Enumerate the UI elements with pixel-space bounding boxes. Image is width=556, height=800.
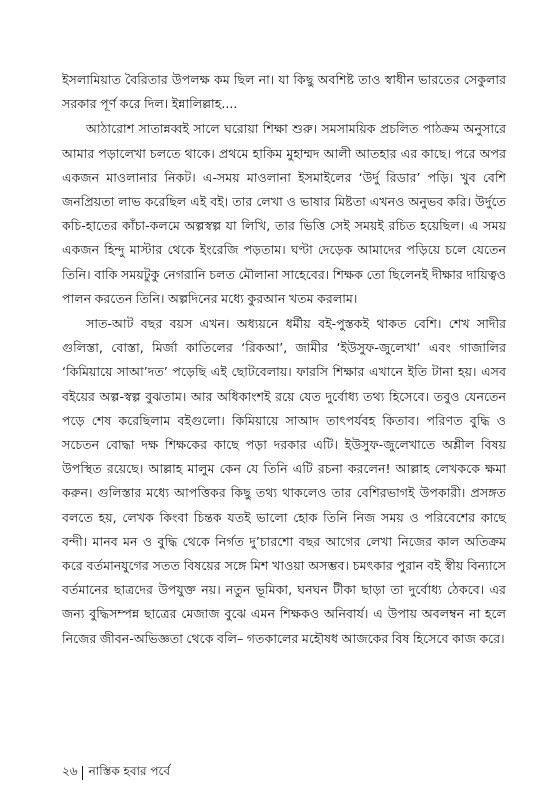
page-number: ২৬	[62, 764, 78, 778]
paragraph-3: সাত-আট বছর বয়স এখন। অধ্যয়নে ধর্মীয় বই-পুস্তকই থাকত বেশি। শেখ সাদীর গুলিস্তা, বোস্তা, মির্জা কাতিলের ‘রিকআ’, জামীর ‘ইউসুফ-জুলেখা’ এবং গাজালির ‘কিমিয়ায়ে সাআ’দত’ পড়েছি এই ছোটবেলায়। ফারসি শিক্ষার এখানে ইতি টানা হয়। এসব বইয়ের অল্প-স্বল্প বুঝতাম। আর অধিকাংশই রয়ে যেত দুর্বোধ্য তথ্য হিসেবে। তবুও যেনতেন পড়ে শেষ করেছিলাম বইগুলো। কিমিয়ায়ে সাআদ তাৎপর্যবহ কিতাব। পরিণত বুদ্ধি ও সচেতন বোদ্ধা দক্ষ শিক্ষকের কাছে পড়া দরকার এটি। ইউসুফ-জুলেখাতে অশ্লীল বিষয় উপস্থিত রয়েছে। আল্লাহ মালুম কেন যে তিনি এটি রচনা করলেন! আল্লাহ লেখককে ক্ষমা করুন। গুলিস্তার মধ্যে আপত্তিকর কিছু তথ্য থাকলেও তার বেশিরভাগই উপকারী। প্রসঙ্গত বলতে হয়, লেখক কিংবা চিন্তক যতই ভালো হোক তিনি নিজ সময় ও পরিবেশের কাছে বন্দী। মানব মন ও বুদ্ধি থেকে নির্গত দু’চারশো বছর আগের লেখা নিজের কাল অতিক্রম করে বর্তমানযুগের সতত বিষয়ের সঙ্গে মিশ খাওয়া অসম্ভব। চমৎকার পুরান বই স্বীয় বিন্যাসে বর্তমানের ছাত্রদের উপযুক্ত নয়। নতুন ভূমিকা, ঘনঘন টীকা ছাড়া তা দুর্বোধ্য ঠেকবে। এর জন্য বুদ্ধিসম্পন্ন ছাত্রের মেজাজ বুঝে এমন শিক্ষকও অনিবার্য। এ উপায় অবলম্বন না হলে নিজের জীবন-অভিজ্ঞতা থেকে বলি– গতকালের মহৌষধ আজকের বিষ হিসেবে কাজ করে।	[62, 316, 506, 646]
page-footer	[62, 763, 170, 783]
footer-divider	[82, 766, 83, 780]
paragraph-1: ইসলামিয়াত বৈরিতার উপলক্ষ কম ছিল না। যা কিছু অবশিষ্ট তাও স্বাধীন ভারতের সেকুলার সরকার পূর্ণ করে দিল। ইন্নালিল্লাহ....	[62, 72, 506, 112]
paragraph-2: আঠারোশ সাতান্নব্বই সালে ঘরোয়া শিক্ষা শুরু। সমসাময়িক প্রচলিত পাঠক্রম অনুসারে আমার পড়ালেখা চলতে থাকে। প্রথমে হাকিম মুহাম্মদ আলী আতহার এর কাছে। পরে অপর একজন মাওলানার নিকট। এ-সময় মাওলানা ইসমাইলের ‘উর্দু রিডার’ পড়ি। খুব বেশি জনপ্রিয়তা লাভ করেছিল এই বই। তার লেখা ও ভাষার মিষ্টতা এখনও অনুভব করি। উর্দুতে কচি-হাতের কাঁচা-কলমে অল্পস্বল্প যা লিখি, তার ভিত্তি সেই সময়ই রচিত হয়েছিল। এ সময় একজন হিন্দু মাস্টার থেকে ইংরেজি পড়তাম। ঘণ্টা দেড়েক আমাদের পড়িয়ে চলে যেতেন তিনি। বাকি সময়টুকু নেগরানি চলত মৌলানা সাহেবের। শিক্ষক তো ছিলেনই দীক্ষার দায়িত্বও পালন করতেন তিনি। অল্পদিনের মধ্যে কুরআন খতম করলাম।	[62, 121, 506, 306]
running-title: নাস্তিক হবার পর্বে	[88, 764, 171, 778]
body-text	[62, 68, 506, 651]
